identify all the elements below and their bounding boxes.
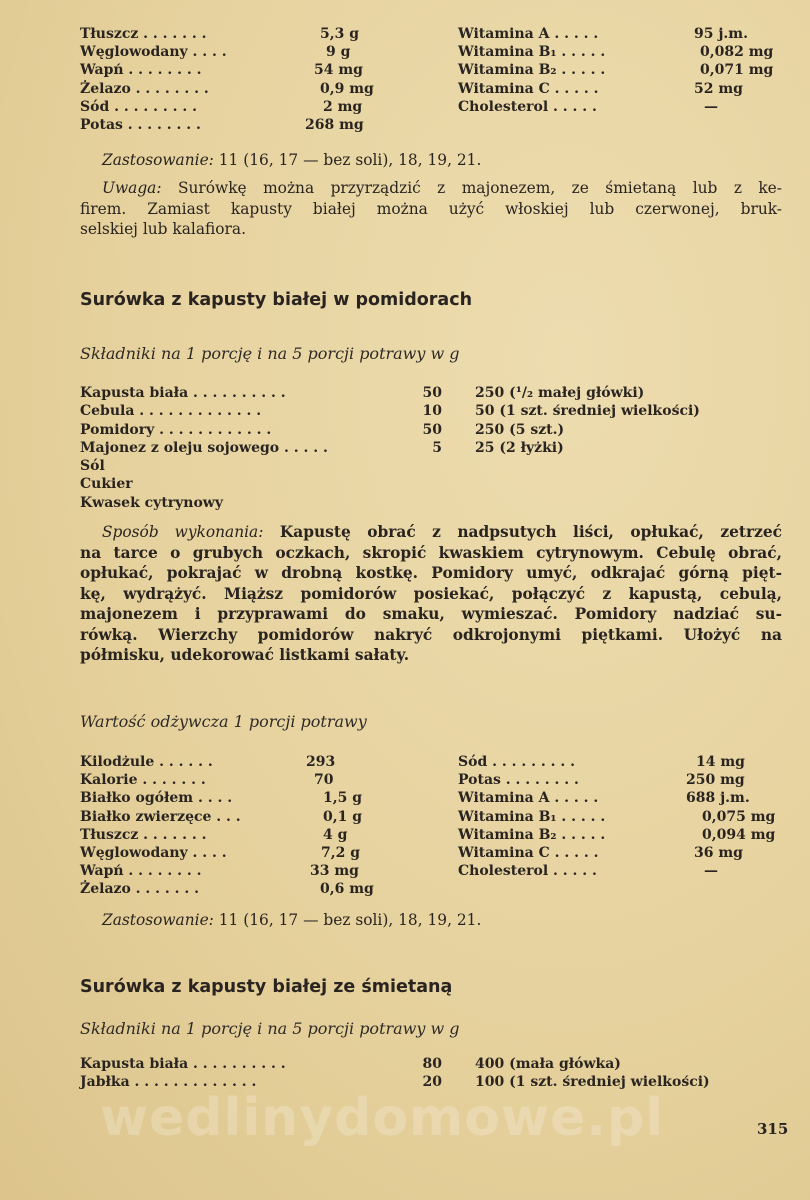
- nutrition-row: [458, 789, 778, 807]
- zastosowanie-label: Zastosowanie:: [102, 911, 214, 929]
- nutrient-label: Węglowodany . . . .: [80, 844, 227, 861]
- nutrient-value: 0,094 mg: [702, 826, 776, 843]
- nutrient-label: Wapń . . . . . . . .: [80, 62, 202, 79]
- quantity-1-portion: 20: [422, 1074, 442, 1091]
- nutrition-row: [80, 844, 420, 862]
- nutrition-row: [458, 753, 778, 771]
- nutrition-row: [458, 771, 778, 789]
- ingredient-name: Pomidory . . . . . . . . . . . .: [80, 421, 272, 438]
- method-label: Sposób wykonania:: [102, 523, 264, 541]
- quantity-1-portion: 10: [422, 403, 442, 420]
- method-line: półmisku, udekorować listkami sałaty.: [80, 646, 410, 664]
- ingredients-heading: Składniki na 1 porcję i na 5 porcji potrawy w g: [80, 344, 460, 363]
- recipe-title: Surówka z kapusty białej w pomidorach: [80, 290, 473, 310]
- method-line: rówką. Wierzchy pomidorów nakryć odkrojonymi piętkami. Ułożyć na: [80, 625, 782, 644]
- ingredients-table: [80, 384, 780, 512]
- nutrient-label: Sód . . . . . . . . .: [458, 754, 575, 770]
- nutrition-row: [80, 789, 420, 807]
- nutrient-label: Kilodżule . . . . . .: [80, 754, 213, 770]
- nutrition-row: [458, 862, 778, 880]
- nutrient-value: 268 mg: [305, 116, 364, 133]
- method-line: Kapustę obrać z nadpsutych liści, opłukać, zetrzeć: [263, 523, 782, 541]
- quantity-5-portions: 50 (1 szt. średniej wielkości): [475, 403, 700, 420]
- nutrient-value: 688 j.m.: [686, 790, 750, 807]
- uwaga-line: Surówkę można przyrządzić z majonezem, ze śmietaną lub z ke-: [161, 179, 782, 197]
- nutrition-right: [458, 753, 778, 880]
- uwaga-note: [80, 178, 782, 240]
- nutrient-label: Sód . . . . . . . . .: [80, 98, 197, 115]
- nutrient-label: Tłuszcz . . . . . . .: [80, 826, 207, 843]
- nutrition-row: [80, 826, 420, 844]
- nutrition-row: [80, 771, 420, 789]
- nutrient-label: Cholesterol . . . . .: [458, 863, 597, 880]
- nutrient-value: 70: [314, 772, 334, 789]
- nutrient-label: Tłuszcz . . . . . . .: [80, 26, 207, 42]
- nutrient-value: 4 g: [323, 826, 348, 843]
- nutrient-label: Cholesterol . . . . .: [458, 98, 597, 115]
- method-line: opłukać, pokrajać w drobną kostkę. Pomidory umyć, odkrajać górną pięt-: [80, 564, 782, 582]
- nutrient-value: 250 mg: [686, 772, 745, 789]
- nutrition-row: [80, 880, 420, 898]
- nutrient-label: Witamina B₁ . . . . .: [458, 808, 606, 825]
- ingredient-name: Kapusta biała . . . . . . . . . .: [80, 385, 286, 401]
- nutrient-value: 0,082 mg: [700, 44, 774, 61]
- nutrient-label: Witamina B₂ . . . . .: [458, 826, 606, 843]
- recipe1-zastosowanie: [102, 910, 782, 931]
- ingredient-row: [80, 494, 780, 512]
- nutrient-value: 36 mg: [694, 844, 743, 861]
- nutrient-value: 0,1 g: [323, 808, 363, 825]
- ingredient-row: [80, 421, 780, 439]
- nutrient-label: Witamina A . . . . .: [458, 790, 599, 807]
- ingredient-row: [80, 402, 780, 420]
- nutrition-heading: Wartość odżywcza 1 porcji potrawy: [80, 712, 367, 731]
- nutrient-value: 9 g: [326, 44, 351, 61]
- quantity-5-portions: 250 (5 szt.): [475, 421, 565, 438]
- method-text: [80, 522, 782, 666]
- nutrition-row: [80, 25, 420, 43]
- nutrition-row: [80, 116, 420, 134]
- nutrient-label: Węglowodany . . . .: [80, 44, 227, 61]
- nutrient-value: 0,9 mg: [320, 80, 374, 97]
- quantity-5-portions: 25 (2 łyżki): [475, 439, 564, 456]
- quantity-1-portion: 50: [422, 385, 442, 401]
- nutrient-label: Witamina A . . . . .: [458, 26, 599, 42]
- nutrient-value: 1,5 g: [323, 790, 363, 807]
- nutrition-row: [80, 98, 420, 116]
- nutrient-value: 0,6 mg: [320, 881, 374, 898]
- quantity-1-portion: 80: [422, 1056, 442, 1072]
- ingredient-name: Majonez z oleju sojowego . . . . .: [80, 439, 328, 456]
- recipe-title: Surówka z kapusty białej ze śmietaną: [80, 977, 453, 997]
- nutrient-label: Białko zwierzęce . . .: [80, 808, 241, 825]
- ingredients-table: [80, 1055, 780, 1092]
- uwaga-line: firem. Zamiast kapusty białej można użyć włoskiej lub czerwonej, bruk-: [80, 199, 782, 218]
- nutrition-row: [458, 43, 778, 61]
- nutrient-value: 293: [306, 754, 336, 770]
- nutrient-label: Witamina B₂ . . . . .: [458, 62, 606, 79]
- quantity-1-portion: 50: [422, 421, 442, 438]
- ingredient-row: [80, 1055, 780, 1073]
- nutrient-label: Witamina C . . . . .: [458, 80, 599, 97]
- zastosowanie-label: Zastosowanie:: [102, 151, 214, 169]
- nutrition-row: [80, 808, 420, 826]
- nutrient-label: Kalorie . . . . . . .: [80, 772, 206, 789]
- ingredients-heading: Składniki na 1 porcję i na 5 porcji potrawy w g: [80, 1019, 460, 1038]
- nutrient-label: Witamina B₁ . . . . .: [458, 44, 606, 61]
- nutrition-row: [80, 80, 420, 98]
- quantity-5-portions: 100 (1 szt. średniej wielkości): [475, 1074, 710, 1091]
- ingredient-name: Jabłka . . . . . . . . . . . . .: [80, 1074, 257, 1091]
- ingredient-row: [80, 439, 780, 457]
- nutrient-value: 0,071 mg: [700, 62, 774, 79]
- nutrition-row: [80, 753, 420, 771]
- ingredient-name: Cebula . . . . . . . . . . . . .: [80, 403, 262, 420]
- nutrient-value: 2 mg: [323, 98, 363, 115]
- nutrition-row: [458, 826, 778, 844]
- nutrient-label: Potas . . . . . . . .: [458, 772, 579, 789]
- nutrient-label: Potas . . . . . . . .: [80, 116, 201, 133]
- nutrition-row: [458, 98, 778, 116]
- nutrition-row: [458, 80, 778, 98]
- nutrient-label: Wapń . . . . . . . .: [80, 863, 202, 880]
- nutrition-row: [458, 844, 778, 862]
- nutrition-row: [80, 61, 420, 79]
- nutrition-row: [458, 808, 778, 826]
- zastosowanie-text: 11 (16, 17 — bez soli), 18, 19, 21.: [213, 151, 482, 169]
- page-number: 315: [757, 1120, 789, 1138]
- uwaga-label: Uwaga:: [102, 179, 162, 197]
- nutrition-row: [80, 43, 420, 61]
- nutrient-value: 52 mg: [694, 80, 743, 97]
- top-zastosowanie: [102, 150, 782, 171]
- nutrient-value: —: [704, 98, 718, 115]
- nutrient-label: Żelazo . . . . . . .: [80, 881, 200, 898]
- nutrition-row: [80, 862, 420, 880]
- nutrient-value: 54 mg: [314, 62, 363, 79]
- nutrient-label: Białko ogółem . . . .: [80, 790, 233, 807]
- ingredient-name: Sól: [80, 458, 105, 475]
- zastosowanie-text: 11 (16, 17 — bez soli), 18, 19, 21.: [213, 911, 482, 929]
- method-line: na tarce o grubych oczkach, skropić kwaskiem cytrynowym. Cebulę obrać,: [80, 543, 782, 562]
- nutrition-row: [458, 61, 778, 79]
- nutrient-value: 95 j.m.: [694, 26, 748, 42]
- nutrient-value: 33 mg: [310, 863, 359, 880]
- nutrient-label: Żelazo . . . . . . . .: [80, 80, 209, 97]
- nutrient-value: —: [704, 863, 718, 880]
- quantity-5-portions: 400 (mała główka): [475, 1056, 621, 1072]
- quantity-1-portion: 5: [432, 439, 442, 456]
- method-line: majonezem i przyprawami do smaku, wymieszać. Pomidory nadziać su-: [80, 605, 782, 623]
- nutrient-value: 0,075 mg: [702, 808, 776, 825]
- uwaga-line: selskiej lub kalafiora.: [80, 220, 246, 238]
- nutrient-value: 7,2 g: [321, 844, 361, 861]
- quantity-5-portions: 250 (¹/₂ małej główki): [475, 385, 645, 401]
- ingredient-name: Kwasek cytrynowy: [80, 494, 223, 511]
- nutrient-value: 14 mg: [696, 754, 745, 770]
- ingredient-row: [80, 384, 780, 402]
- nutrition-left: [80, 753, 420, 899]
- ingredient-name: Cukier: [80, 476, 133, 493]
- ingredient-row: [80, 475, 780, 493]
- method-line: kę, wydrążyć. Miąższ pomidorów posiekać, połączyć z kapustą, cebulą,: [80, 584, 782, 603]
- ingredient-row: [80, 457, 780, 475]
- watermark: wedlinydomowe.pl: [100, 1088, 665, 1148]
- ingredient-name: Kapusta biała . . . . . . . . . .: [80, 1056, 286, 1072]
- nutrient-value: 5,3 g: [320, 26, 360, 42]
- top-nutrition-left: [80, 25, 420, 134]
- top-nutrition-right: [458, 25, 778, 116]
- nutrition-row: [458, 25, 778, 43]
- nutrient-label: Witamina C . . . . .: [458, 844, 599, 861]
